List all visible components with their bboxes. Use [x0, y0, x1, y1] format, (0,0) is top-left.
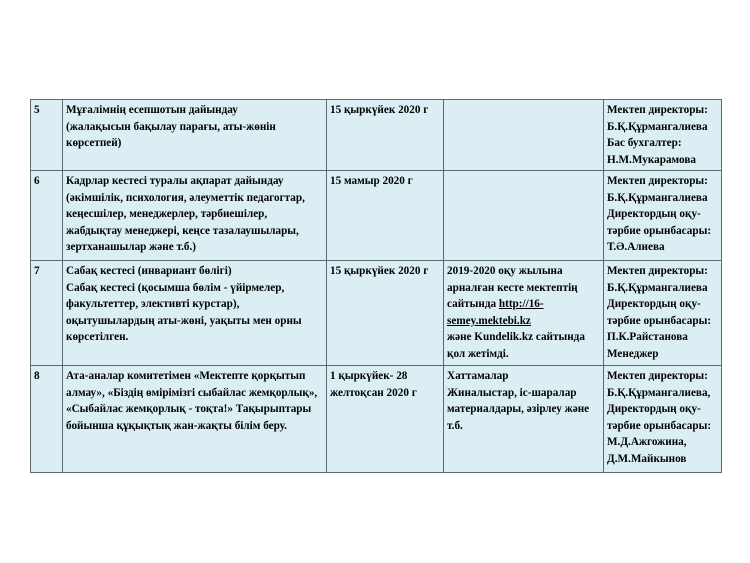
task-text: Кадрлар кестесі туралы ақпарат дайындау (әкімшілік, психология, әлеуметтік педагогтар, кеңесшілер, менеджерлер, тәрбиешілер, жабдықтау менеджері, кеңсе тазалаушылары, зертханашылар және т.б.) [66, 175, 305, 253]
note-cell [444, 100, 604, 171]
deadline-cell [327, 171, 444, 261]
table-row [31, 100, 722, 171]
task-cell [63, 100, 327, 171]
responsible-text: Мектеп директоры: Б.Қ.Құрмангалиева Бас бухгалтер: Н.М.Мукарамова [607, 104, 708, 166]
task-cell [63, 261, 327, 366]
table-row [31, 171, 722, 261]
note-cell [444, 261, 604, 366]
row-number: 8 [34, 370, 40, 382]
table-row [31, 261, 722, 366]
note-text-before-link: 2019-2020 оқу жылына арналған кесте мектептің сайтында [447, 265, 578, 310]
deadline-text: 15 қыркүйек 2020 г [330, 265, 429, 277]
task-cell [63, 171, 327, 261]
row-number: 5 [34, 104, 40, 116]
note-cell [444, 171, 604, 261]
note-text: Хаттамалар Жиналыстар, іс-шаралар материалдары, әзірлеу және т.б. [447, 370, 590, 432]
responsible-cell [604, 366, 722, 473]
deadline-text: 15 мамыр 2020 г [330, 175, 413, 187]
responsible-cell [604, 171, 722, 261]
note-text-after-link: және Kundelik.kz сайтында қол жетімді. [447, 331, 585, 360]
row-number-cell [31, 366, 63, 473]
task-cell [63, 366, 327, 473]
responsible-text: Мектеп директоры: Б.Қ.Құрмангалиева Директордың оқу-тәрбие орынбасары: П.К.Райстанова Менеджер [607, 265, 712, 360]
note-text [447, 263, 600, 362]
deadline-text: 1 қыркүйек- 28 желтоқсан 2020 г [330, 370, 417, 399]
row-number-cell [31, 171, 63, 261]
table-row [31, 366, 722, 473]
task-text: Сабақ кестесі (инвариант бөлігі) Сабақ кестесі (қосымша бөлім - үйірмелер, факультеттер, элективті курстар), оқытушылардың аты-жөні, уақыты мен орны көрсетілген. [66, 265, 302, 343]
row-number-cell [31, 100, 63, 171]
task-text: Ата-аналар комитетімен «Мектепте қорқытып алмау», «Біздің өмірімізгі сыбайлас жемқорлық», «Сыбайлас жемқорлық - тоқта!» Тақырыптары бойынша құқықтық жан-жақты білім беру. [66, 370, 318, 432]
responsible-text: Мектеп директоры: Б.Қ.Құрмангалиева Директордың оқу-тәрбие орынбасары: Т.Ә.Алиева [607, 175, 712, 253]
school-site-link[interactable]: http://16-semey.mektebi.kz [447, 298, 544, 327]
plan-table [30, 99, 722, 473]
row-number-cell [31, 261, 63, 366]
task-text: Мұғалімнің есепшотын дайындау (жалақысын бақылау парағы, аты-жөнін көрсетпей) [66, 104, 276, 149]
deadline-text: 15 қыркүйек 2020 г [330, 104, 429, 116]
responsible-cell [604, 100, 722, 171]
deadline-cell [327, 366, 444, 473]
responsible-text: Мектеп директоры: Б.Қ.Құрмангалиева, Директордың оқу-тәрбие орынбасары: М.Д.Ажгожина, Д.М.Майкынов [607, 370, 712, 465]
row-number: 6 [34, 175, 40, 187]
deadline-cell [327, 261, 444, 366]
responsible-cell [604, 261, 722, 366]
note-cell [444, 366, 604, 473]
row-number: 7 [34, 265, 40, 277]
deadline-cell [327, 100, 444, 171]
